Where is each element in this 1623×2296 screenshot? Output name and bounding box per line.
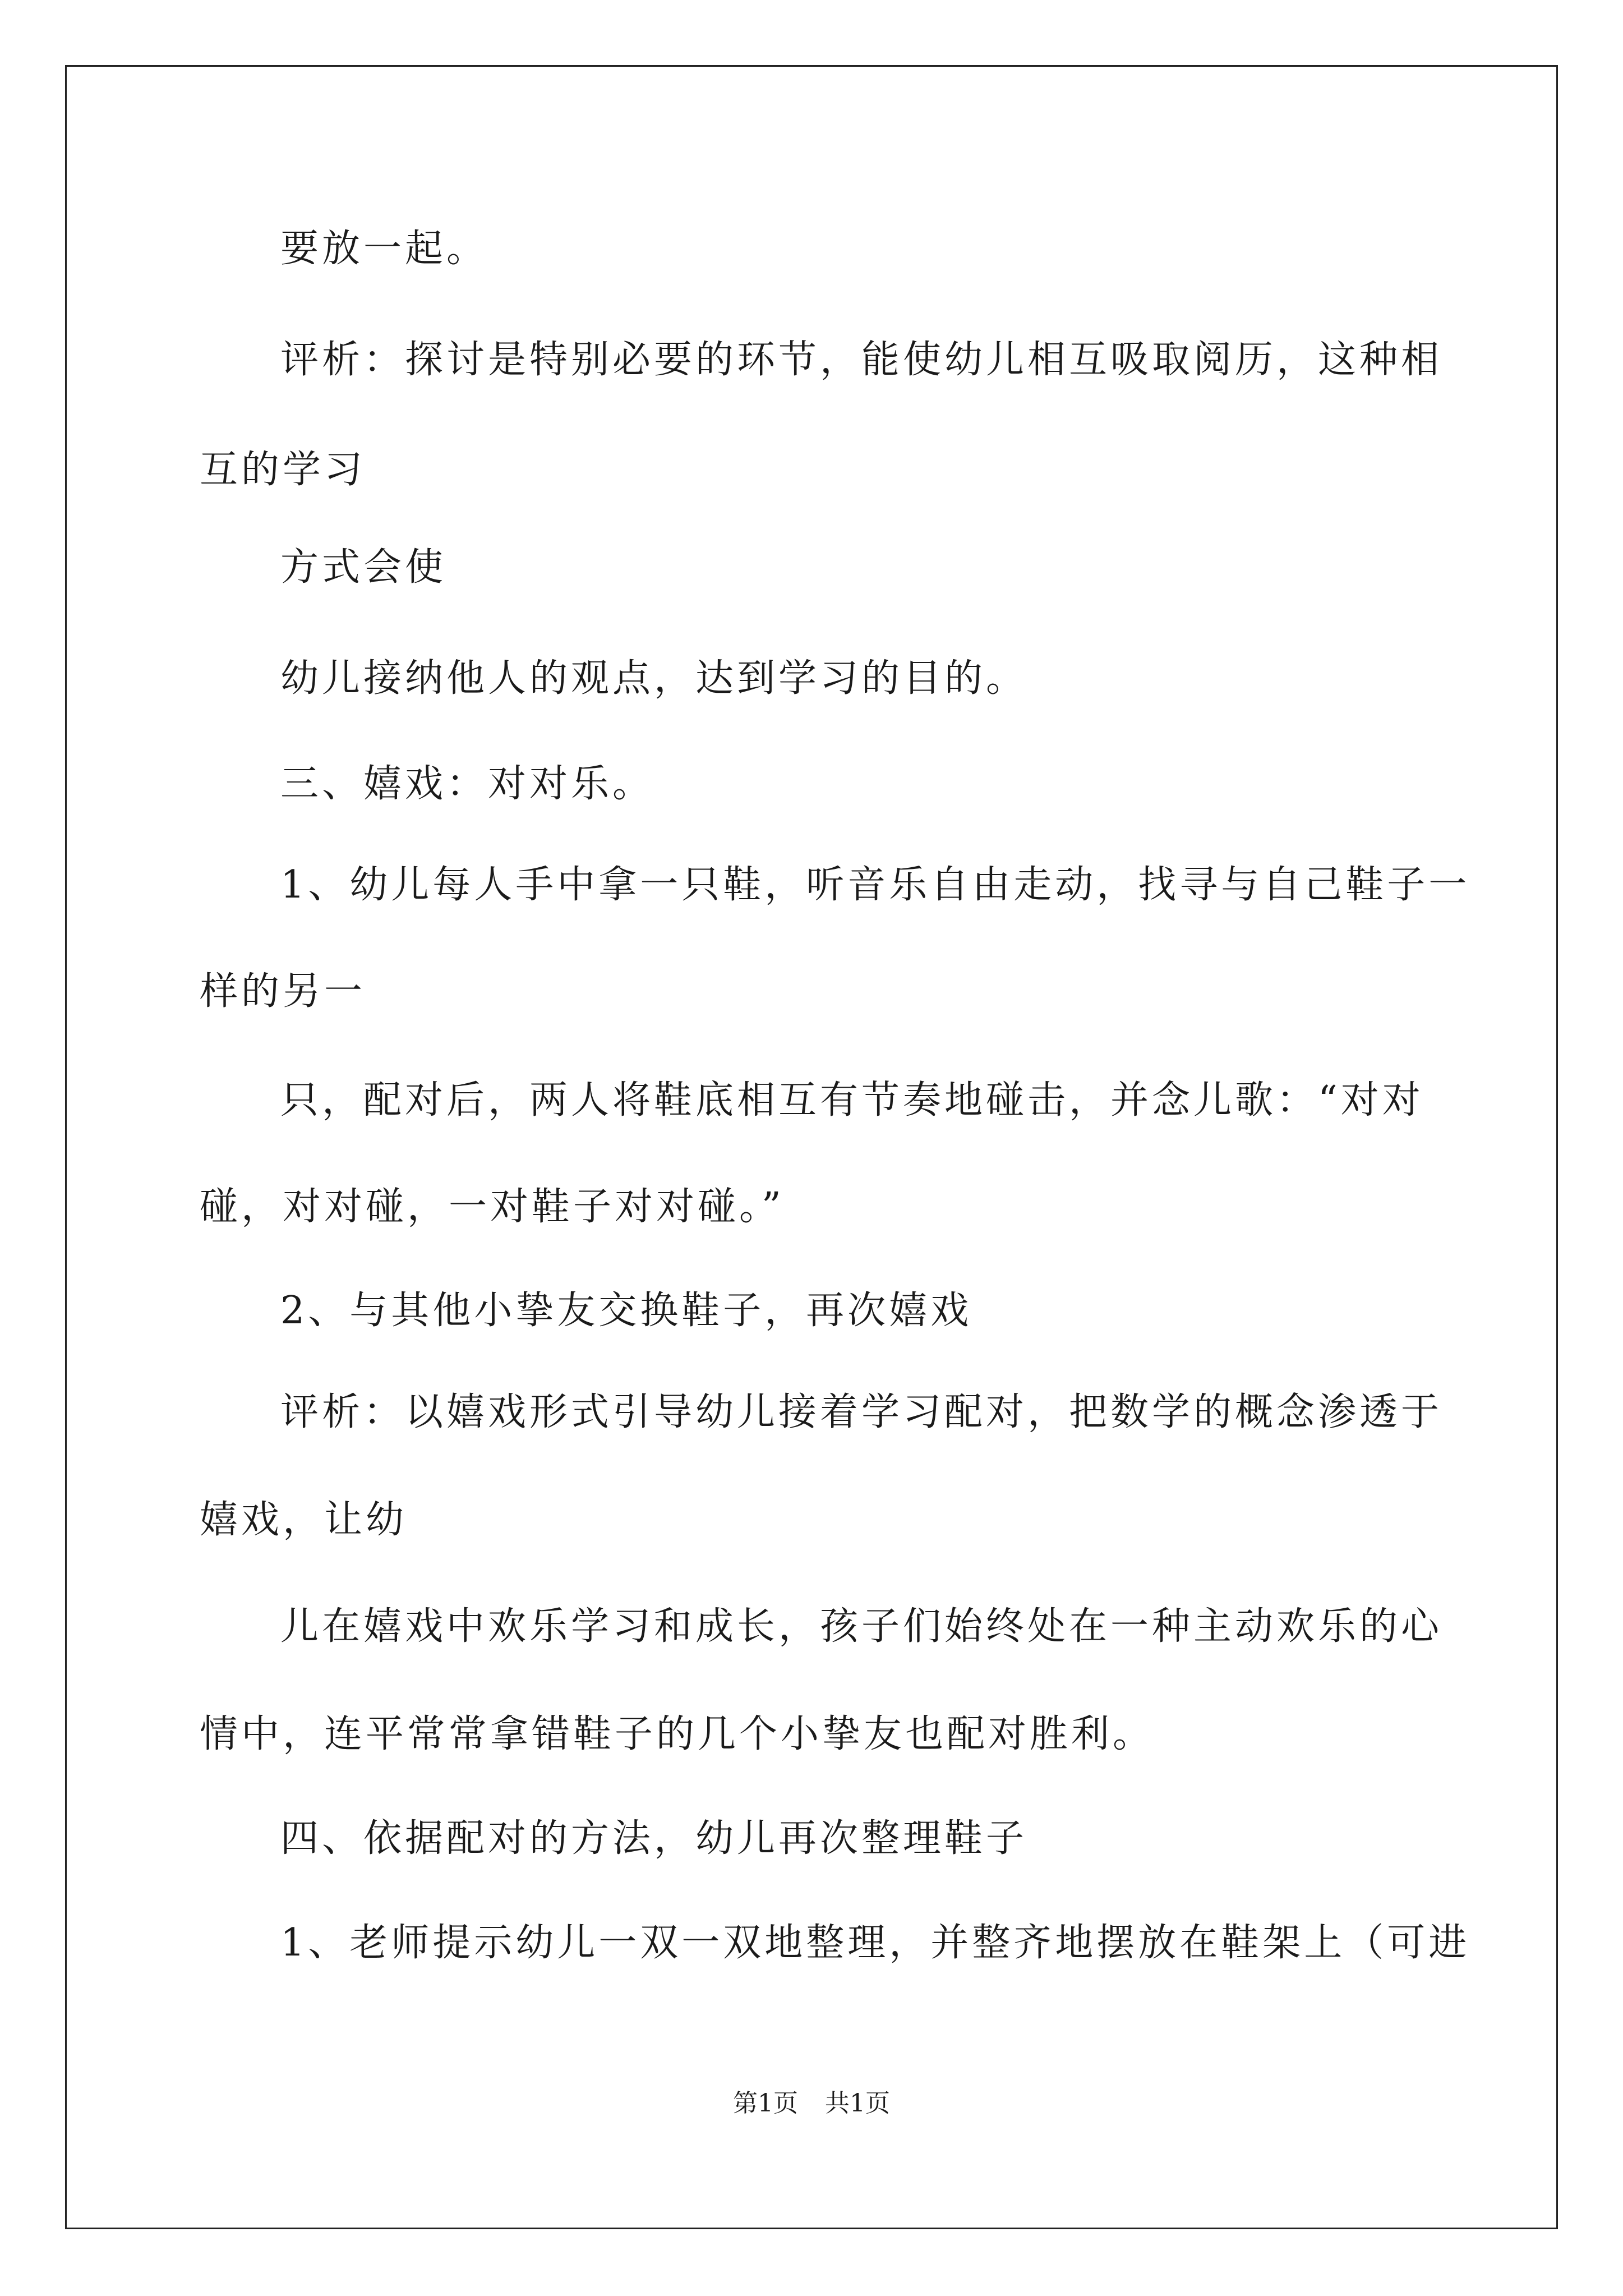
page-number-total: 共1页: [825, 2089, 890, 2118]
paragraph-line: 儿在嬉戏中欢乐学习和成长，孩子们始终处在一种主动欢乐的心: [280, 1604, 1443, 1649]
paragraph-line: 2、与其他小挚友交换鞋子，再次嬉戏: [280, 1289, 972, 1333]
paragraph-line: 要放一起。: [280, 227, 488, 271]
paragraph-line: 互的学习: [200, 448, 366, 492]
paragraph-line: 三、嬉戏：对对乐。: [280, 762, 654, 806]
paragraph-line: 1、幼儿每人手中拿一只鞋，听音乐自由走动，找寻与自己鞋子一: [280, 863, 1470, 907]
paragraph-line: 情中，连平常常拿错鞋子的几个小挚友也配对胜利。: [200, 1712, 1155, 1756]
paragraph-line: 评析：以嬉戏形式引导幼儿接着学习配对，把数学的概念渗透于: [280, 1390, 1443, 1434]
paragraph-line: 方式会使: [280, 545, 447, 590]
paragraph-line: 1、老师提示幼儿一双一双地整理，并整齐地摆放在鞋架上（可进: [280, 1921, 1470, 1965]
paragraph-line: 碰，对对碰，一对鞋子对对碰。”: [200, 1185, 785, 1229]
page-number-current: 第1页: [733, 2089, 798, 2118]
page-footer: [0, 2091, 1623, 2116]
paragraph-line: 嬉戏，让幼: [200, 1498, 408, 1542]
paragraph-line: 四、依据配对的方法，幼儿再次整理鞋子: [280, 1816, 1028, 1861]
paragraph-line: 幼儿接纳他人的观点，达到学习的目的。: [280, 656, 1028, 701]
paragraph-line: 只，配对后，两人将鞋底相互有节奏地碰击，并念儿歌：“对对: [280, 1078, 1424, 1122]
page-border: [65, 65, 1558, 2229]
paragraph-line: 样的另一: [200, 969, 366, 1014]
paragraph-line: 评析：探讨是特别必要的环节，能使幼儿相互吸取阅历，这种相: [280, 338, 1443, 382]
